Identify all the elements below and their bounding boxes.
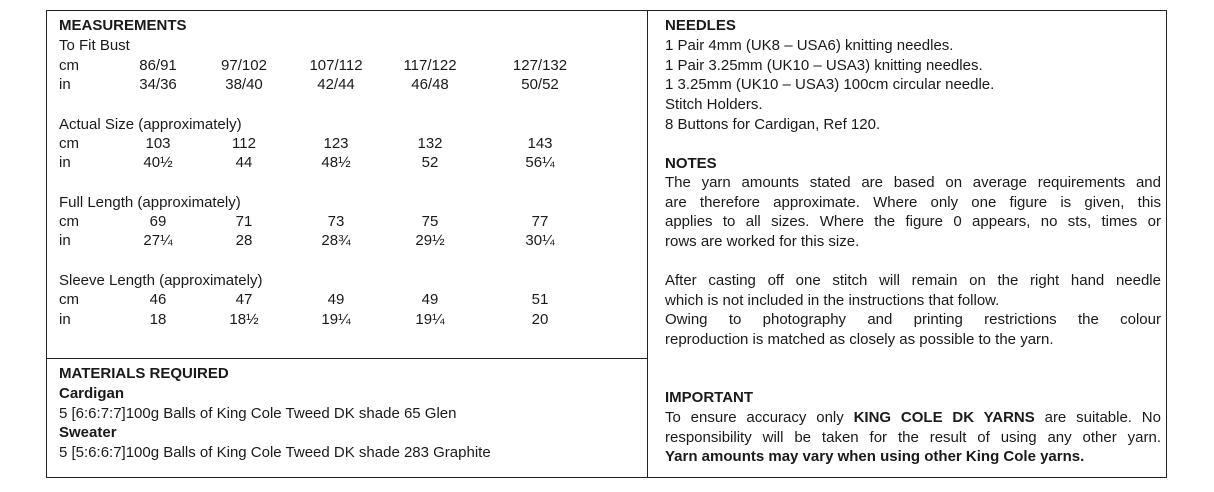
notes-paragraph-2: [665, 271, 1161, 310]
actual-size-label: Actual Size (approximately): [59, 116, 242, 133]
size-value: 19¼: [321, 311, 351, 328]
needle-item: 1 Pair 4mm (UK8 – USA6) knitting needles.: [665, 37, 954, 54]
size-value: 47: [235, 291, 253, 308]
size-value: 112: [232, 135, 256, 152]
size-value: 18: [149, 311, 167, 328]
notes-line: are therefore approximate. Where only one figure is given, this: [665, 193, 1161, 211]
unit-cm: cm: [59, 135, 79, 152]
size-value: 42/44: [317, 76, 355, 93]
needle-item: 8 Buttons for Cardigan, Ref 120.: [665, 116, 881, 133]
needles-heading: NEEDLES: [665, 17, 736, 34]
unit-in: in: [59, 76, 71, 93]
size-value: 132: [417, 135, 443, 152]
needle-item: 1 Pair 3.25mm (UK10 – USA3) knitting needles.: [665, 57, 983, 74]
important-paragraph: [665, 408, 1161, 467]
needle-item: 1 3.25mm (UK10 – USA3) 100cm circular needle.: [665, 76, 995, 93]
unit-cm: cm: [59, 213, 79, 230]
size-value: 97/102: [221, 57, 267, 74]
sweater-label: Sweater: [59, 424, 117, 441]
important-text: To ensure accuracy only: [665, 409, 854, 426]
column-divider: [647, 10, 648, 478]
size-value: 48½: [321, 154, 351, 171]
size-value: 75: [421, 213, 439, 230]
sleeve-length-label: Sleeve Length (approximately): [59, 272, 263, 289]
size-value: 51: [531, 291, 549, 308]
unit-cm: cm: [59, 57, 79, 74]
size-value: 19¼: [415, 311, 445, 328]
size-value: 117/122: [403, 57, 457, 74]
notes-line: reproduction is matched as closely as possible to the yarn.: [665, 330, 1054, 348]
size-value: 38/40: [225, 76, 263, 93]
size-value: 86/91: [139, 57, 177, 74]
cardigan-label: Cardigan: [59, 385, 125, 402]
important-text: are suitable. No: [1034, 409, 1161, 426]
size-value: 29½: [415, 232, 445, 249]
size-value: 28¾: [321, 232, 351, 249]
size-value: 49: [421, 291, 439, 308]
measurements-heading: MEASUREMENTS: [59, 17, 187, 34]
notes-paragraph-3: [665, 310, 1161, 349]
important-heading: IMPORTANT: [665, 389, 754, 406]
size-value: 73: [327, 213, 345, 230]
unit-in: in: [59, 311, 71, 328]
sweater-yarn-text: 5 [5:6:6:7]100g Balls of King Cole Tweed DK shade 283 Graphite: [59, 444, 491, 461]
size-value: 50/52: [521, 76, 559, 93]
unit-in: in: [59, 154, 71, 171]
size-value: 143: [527, 135, 553, 152]
important-line-1: [665, 408, 1161, 428]
notes-line: After casting off one stitch will remain on the right hand needle: [665, 272, 1161, 289]
size-value: 52: [421, 154, 439, 171]
full-length-label: Full Length (approximately): [59, 194, 241, 211]
notes-heading: NOTES: [665, 155, 717, 172]
size-value: 34/36: [139, 76, 177, 93]
size-value: 56¼: [525, 154, 555, 171]
important-warning: Yarn amounts may vary when using other King Cole yarns.: [665, 448, 1085, 465]
size-value: 69: [149, 213, 167, 230]
size-value: 44: [235, 154, 253, 171]
size-value: 77: [531, 213, 549, 230]
size-value: 28: [235, 232, 253, 249]
size-value: 123: [323, 135, 349, 152]
notes-line: applies to all sizes. Where the figure 0 appears, no sts, times or: [665, 213, 1161, 230]
unit-cm: cm: [59, 291, 79, 308]
size-value: 20: [531, 311, 549, 328]
unit-in: in: [59, 232, 71, 249]
important-brand-text: KING COLE DK YARNS: [853, 409, 1035, 426]
section-divider: [46, 358, 648, 359]
size-value: 40½: [143, 154, 173, 171]
size-value: 103: [145, 135, 171, 152]
size-value: 30¼: [525, 232, 555, 249]
to-fit-bust-label: To Fit Bust: [59, 37, 130, 54]
size-value: 127/132: [512, 57, 568, 74]
size-value: 107/112: [309, 57, 363, 74]
notes-line: The yarn amounts stated are based on average requirements and: [665, 174, 1161, 191]
cardigan-yarn-text: 5 [6:6:7:7]100g Balls of King Cole Tweed DK shade 65 Glen: [59, 405, 457, 422]
size-value: 46: [149, 291, 167, 308]
notes-line: which is not included in the instructions that follow.: [665, 291, 1000, 309]
size-value: 49: [327, 291, 345, 308]
important-line-2: responsibility will be taken for the result of using any other yarn.: [665, 428, 1161, 446]
size-value: 46/48: [411, 76, 449, 93]
size-value: 18½: [229, 311, 259, 328]
materials-heading: MATERIALS REQUIRED: [59, 365, 229, 382]
notes-line: Owing to photography and printing restrictions the colour: [665, 311, 1161, 328]
notes-paragraph-1: [665, 173, 1161, 251]
size-value: 27¼: [143, 232, 173, 249]
notes-line: rows are worked for this size.: [665, 232, 860, 250]
needle-item: Stitch Holders.: [665, 96, 763, 113]
size-value: 71: [235, 213, 253, 230]
